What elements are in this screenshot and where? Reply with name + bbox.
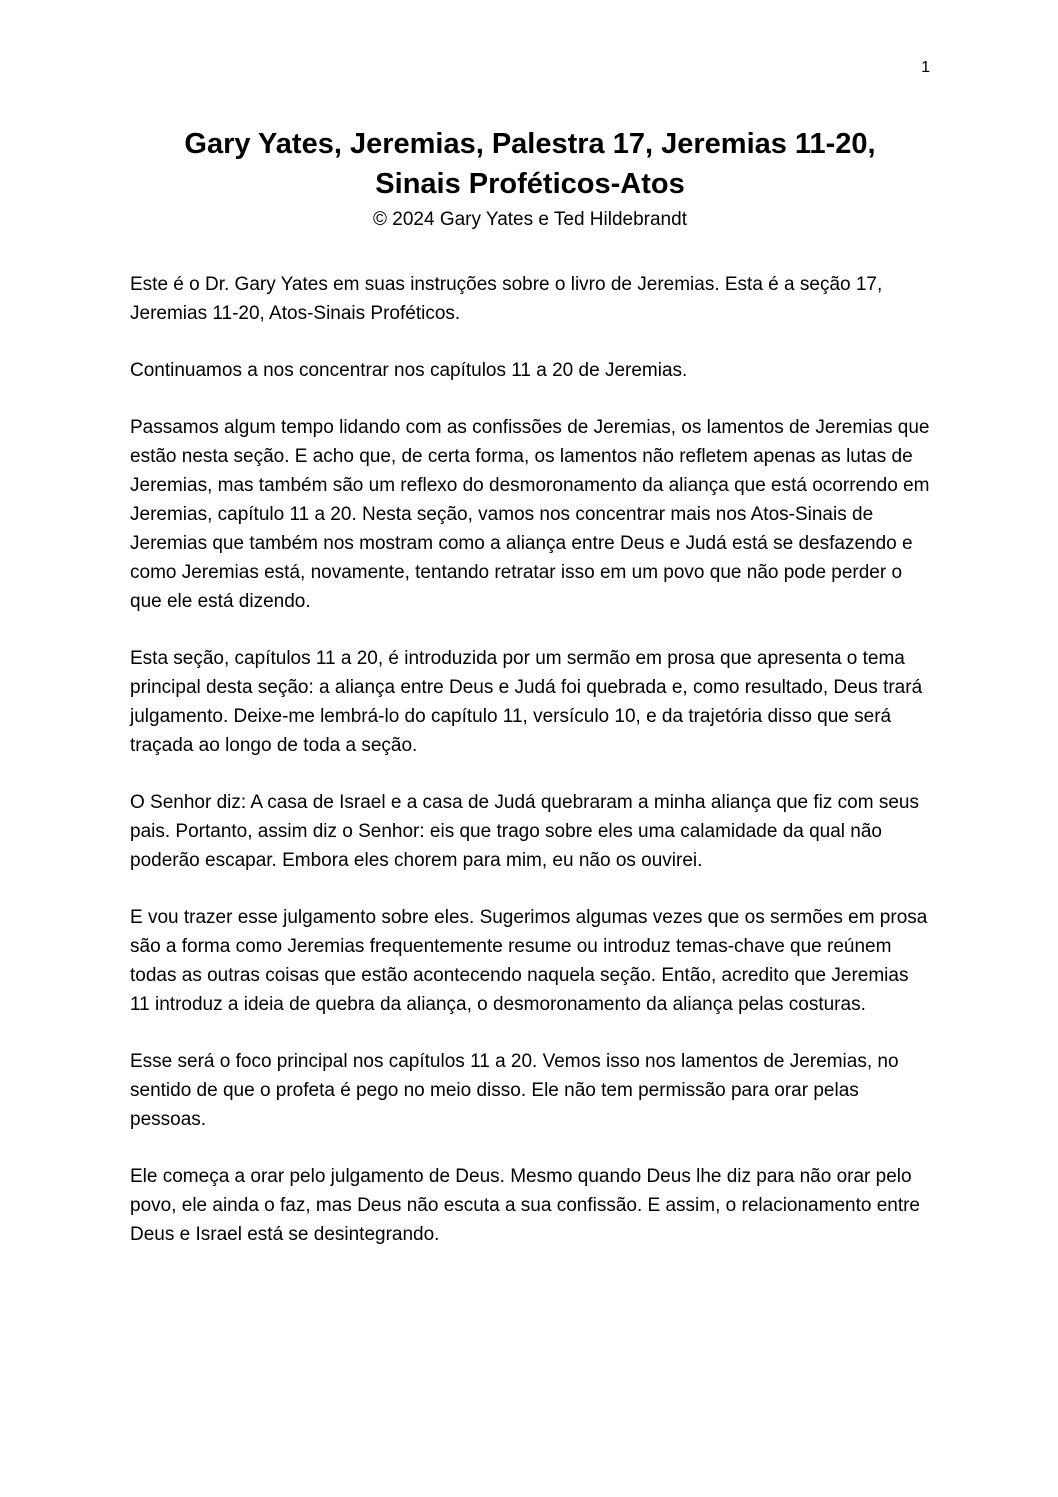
page-number: 1 xyxy=(921,59,930,76)
title-line-1: Gary Yates, Jeremias, Palestra 17, Jeremias 11-20, xyxy=(184,128,876,160)
document-title xyxy=(130,124,930,204)
paragraph-3: Passamos algum tempo lidando com as confissões de Jeremias, os lamentos de Jeremias que estão nesta seção. E acho que, de certa forma, os lamentos não refletem apenas as lutas de Jeremias, mas também são um reflexo do desmoronamento da aliança que está ocorrendo em Jeremias, capítulo 11 a 20. Nesta seção, vamos nos concentrar mais nos Atos-Sinais de Jeremias que também nos mostram como a aliança entre Deus e Judá está se desfazendo e como Jeremias está, novamente, tentando retratar isso em um povo que não pode perder o que ele está dizendo. xyxy=(130,417,930,612)
paragraph-5: O Senhor diz: A casa de Israel e a casa de Judá quebraram a minha aliança que fiz com seus pais. Portanto, assim diz o Senhor: eis que trago sobre eles uma calamidade da qual não poderão escapar. Embora eles chorem para mim, eu não os ouvirei. xyxy=(130,792,919,871)
paragraph-6: E vou trazer esse julgamento sobre eles. Sugerimos algumas vezes que os sermões em prosa são a forma como Jeremias frequentemente resume ou introduz temas-chave que reúnem todas as outras coisas que estão acontecendo naquela seção. Então, acredito que Jeremias 11 introduz a ideia de quebra da aliança, o desmoronamento da aliança pelas costuras. xyxy=(130,907,928,1015)
copyright-line: © 2024 Gary Yates e Ted Hildebrandt xyxy=(373,209,687,230)
paragraph-1: Este é o Dr. Gary Yates em suas instruções sobre o livro de Jeremias. Esta é a seção 17, Jeremias 11-20, Atos-Sinais Proféticos. xyxy=(130,274,883,324)
document-body xyxy=(130,270,930,1249)
paragraph-4: Esta seção, capítulos 11 a 20, é introduzida por um sermão em prosa que apresenta o tema principal desta seção: a aliança entre Deus e Judá foi quebrada e, como resultado, Deus trará julgamento. Deixe-me lembrá-lo do capítulo 11, versículo 10, e da trajetória disso que será traçada ao longo de toda a seção. xyxy=(130,648,923,756)
title-line-2: Sinais Proféticos-Atos xyxy=(375,168,685,200)
paragraph-8: Ele começa a orar pelo julgamento de Deus. Mesmo quando Deus lhe diz para não orar pelo povo, ele ainda o faz, mas Deus não escuta a sua confissão. E assim, o relacionamento entre Deus e Israel está se desintegrando. xyxy=(130,1166,921,1245)
paragraph-2: Continuamos a nos concentrar nos capítulos 11 a 20 de Jeremias. xyxy=(130,360,688,381)
paragraph-7: Esse será o foco principal nos capítulos 11 a 20. Vemos isso nos lamentos de Jeremias, no sentido de que o profeta é pego no meio disso. Ele não tem permissão para orar pelas pessoas. xyxy=(130,1051,899,1130)
